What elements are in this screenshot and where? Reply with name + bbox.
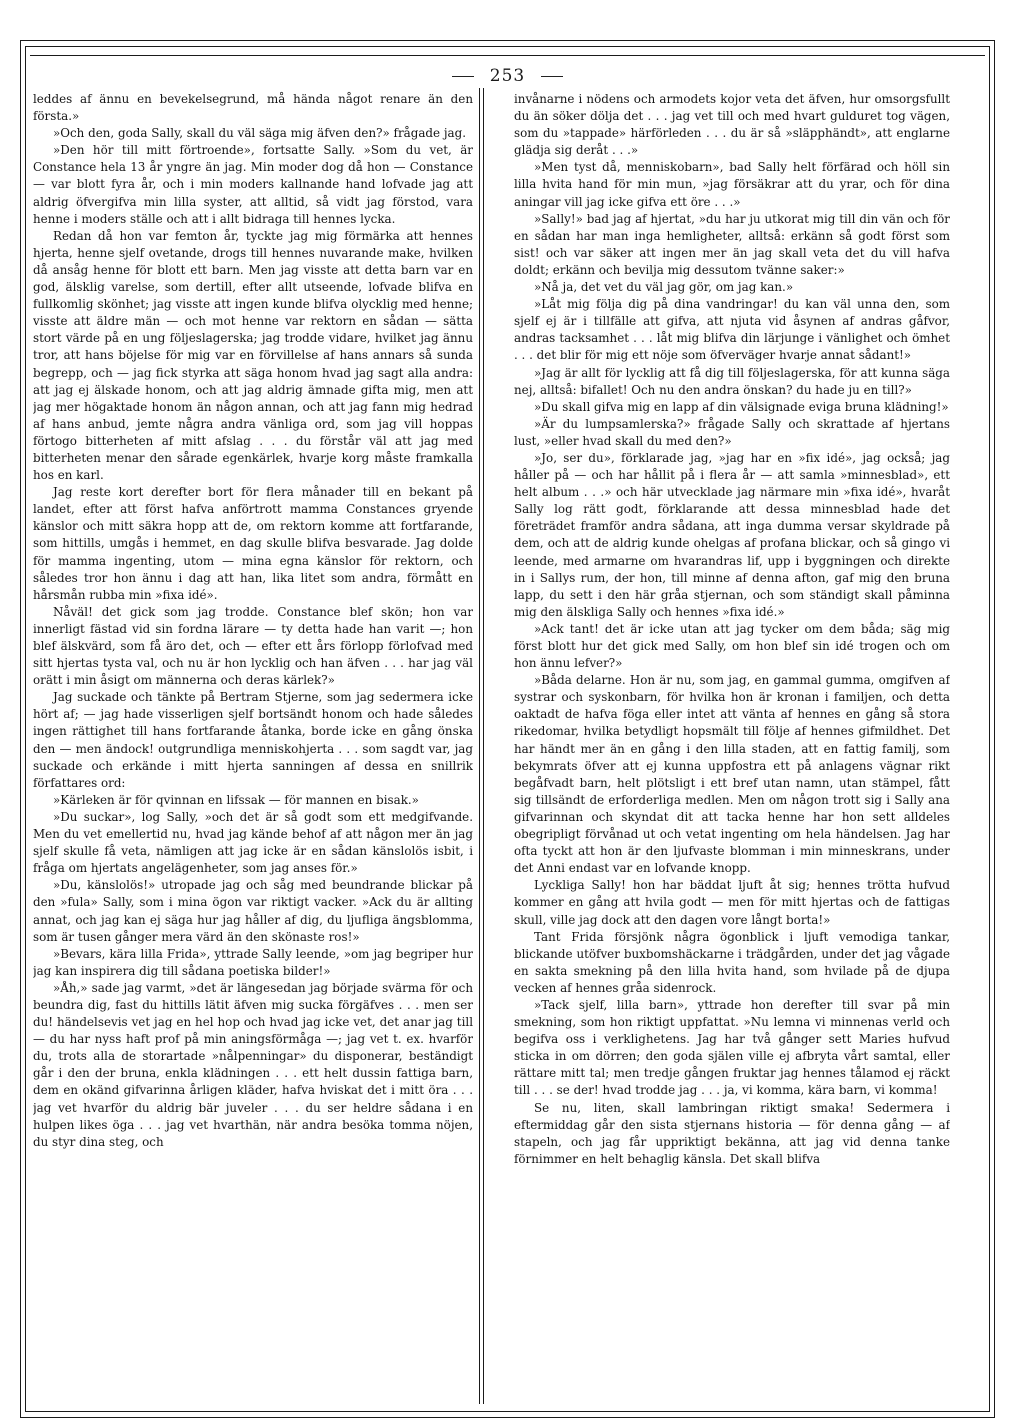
header-dash-right — [541, 76, 563, 77]
paragraph: »Du skall gifva mig en lapp af din välsignade eviga bruna klädning!» — [534, 399, 949, 414]
column-divider-inner — [483, 88, 484, 1404]
paragraph: leddes af ännu en bevekelsegrund, må hända något renare än den första.» — [33, 92, 473, 124]
header-dash-left — [452, 76, 474, 77]
paragraph: »Är du lumpsamlerska?» frågade Sally och skrattade af hjertans lust, »eller hvad skall du med den?» — [514, 416, 950, 448]
quotation: »Kärleken är för qvinnan en lifssak — för mannen en bisak.» — [53, 792, 419, 807]
paragraph: Nåväl! det gick som jag trodde. Constance blef skön; hon var innerligt fästad vid sin fordna lärare — ty detta hade han varit —; hon blef älskvärd, som få äro det, och — efter ett års förlopp förlofvad med sitt hjertas tysta val, och nu är hon lycklig och han äfven . . . har jag väl orätt i min åsigt om männerna och deras kärlek?» — [33, 604, 473, 688]
paragraph: »Du suckar», log Sally, »och det är så godt som ett medgifvande. Men du vet emellertid nu, hvad jag kände behof af att någon mer än jag sjelf skulle få veta, nämligen att jag icke är en sådan känslolös isbit, i fråga om hjertats angelägenheter, som jag anses för.» — [33, 809, 473, 876]
right-column — [514, 91, 950, 1401]
paragraph: »Jo, ser du», förklarade jag, »jag har en »fix idé», jag också; jag håller på — och har hållit på i flera år — att samla »minnesblad», ett helt album . . .» och här utvecklade jag närmare min »fixa idé», hvaråt Sally log rätt godt, förklarande att dessa minnesblad hade det företrädet framför andra sådana, att inga dumma versar skyldrade på dem, och att de aldrig kunde ohelgas af profana blickar, och så gingo vi leende, med armarne om hvarandras lif, upp i byggningen och direkte in i Sallys rum, der hon, till minne af denna afton, gaf mig den bruna lapp, du sett i den här gråa stjernan, och som ständigt skall påminna mig den älskliga Sally och hennes »fixa idé.» — [514, 450, 950, 619]
paragraph: »Men tyst då, menniskobarn», bad Sally helt förfärad och höll sin lilla hvita hand för min mun, »jag försäkrar att du yrar, och för dina aningar vill jag icke gifva ett öre . . .» — [514, 160, 950, 209]
paragraph: »Den hör till mitt förtroende», fortsatte Sally. »Som du vet, är Constance hela 13 år yngre än jag. Min moder dog då hon — Constance — var blott fyra år, och i min moders kallnande hand lofvade jag att aldrig öfvergifva min lilla syster, att alltid, så vidt jag förstod, vara henne i moders ställe och att i allt bidraga till hennes lycka. — [33, 143, 473, 226]
paragraph: »Ack tant! det är icke utan att jag tycker om dem båda; säg mig först blott hur det gick med Sally, om hon blef sin idé trogen och om hon ännu lefver?» — [514, 621, 950, 671]
paragraph: »Nå ja, det vet du väl jag gör, om jag kan.» — [534, 280, 794, 295]
paragraph: »Du, känslolös!» utropade jag och såg med beundrande blickar på den »fula» Sally, som i mina ögon var riktigt vacker. »Ack du är allting annat, och jag kan ej säga hur jag håller af dig, du ljufliga ängsblomma, som är tusen gånger mera värd än den skönaste ros!» — [33, 878, 473, 944]
column-divider — [479, 88, 480, 1404]
left-column — [33, 91, 473, 1401]
paragraph: »Sally!» bad jag af hjertat, »du har ju utkorat mig till din vän och för en sådan har man inga hemligheter, alltså: erkänn så godt först som sist! och var säker att ingen mer än jag skall veta det du vill hafva doldt; erkänn och bevilja mig dessutom tvänne saker:» — [514, 211, 950, 277]
paragraph: Lyckliga Sally! hon har bäddat ljuft åt sig; hennes trötta hufvud kommer en gång att hvila godt — men för mitt hjertas och de fattigas skull, ville jag dock att den dagen vore långt borta!» — [514, 878, 950, 927]
paragraph: »Och den, goda Sally, skall du väl säga mig äfven den?» frågade jag. — [53, 126, 467, 141]
paragraph: Se nu, liten, skall lambringan riktigt smaka! Sedermera i eftermiddag går den sista stjernans historia — för denna gång — af stapeln, och jag får uppriktigt bekänna, att jag vid denna tanke förnimmer en helt behaglig känsla. Det skall blifva — [514, 1100, 950, 1166]
paragraph: Jag reste kort derefter bort för flera månader till en bekant på landet, efter att först hafva anförtrott mamma Constances gryende känslor och mitt säkra hopp att de, om rektorn komme att fortfarande, som hittills, umgås i hemmet, en dag skulle blifva besvarade. Jag dolde för mamma ingenting, utom — mina egna känslor för rektorn, och således tror hon ännu i dag att han, lika litet som andra, förmått en hårsmån rubba min »fixa idé». — [33, 485, 473, 602]
paragraph: »Jag är allt för lycklig att få dig till följeslagerska, för att kunna säga nej, alltså: bifallet! Och nu den andra önskan? du hade ju en till?» — [514, 365, 950, 397]
paragraph: »Bevars, kära lilla Frida», yttrade Sally leende, »om jag begriper hur jag kan inspirera dig till sådana poetiska bilder!» — [33, 946, 473, 978]
paragraph: invånarne i nödens och armodets kojor veta det äfven, hur omsorgsfullt du än söker dölja det . . . jag vet till och med hvart gulduret tog vägen, som du »tappade» härförleden . . . du är så »släpphändt», att englarne glädja sig deråt . . .» — [514, 92, 950, 158]
header-rule — [30, 55, 985, 56]
paragraph: »Båda delarne. Hon är nu, som jag, en gammal gumma, omgifven af systrar och syskonbarn, för hvilka hon är kronan i familjen, och detta oaktadt de hafva föga eller intet att vänta af hennes en gång så stora rikedomar, hvilka betydligt hopsmält till följe af hennes gifmildhet. Det har händt mer än en gång i den lilla staden, att en fattig familj, som bekymrats öfver att ej kunna uppfostra ett på anlagens vägnar rikt begåfvadt barn, helt plötsligt i ett bref utan namn, utan stämpel, fått sig tillsändt de erforderliga medlen. Men om någon trott sig i Sally ana gifvarinnan och skyndat dit att tacka henne har hon sett alldeles obegripligt förvånad ut och vetat ingenting om hela händelsen. Jag har ofta tyckt att hon är den ljufvaste blomman i min minneskrans, under det Anni endast var en lofvande knopp. — [514, 673, 950, 876]
page-header — [30, 62, 985, 90]
paragraph: »Åh,» sade jag varmt, »det är längesedan jag började svärma för och beundra dig, fast du hittills lätit äfven mig sucka förgäfves . . . men ser du! händelsevis vet jag en hel hop och hvad jag icke vet, det anar jag till — du har nyss haft prof på min aningsförmåga —; jag vet t. ex. hvarför du, trots alla de storartade »nålpenningar» du disponerar, beständigt går i den der bruna, enkla klädningen . . . ett helt dussin fattiga barn, dem en okänd gifvarinna årligen kläder, hafva hviskat det i mitt öra . . . jag vet hvarför du aldrig bär juveler . . . du ser heldre sådana i en hulpen likes öga . . . jag vet hvarthän, när andra besöka tomma nöjen, du styr dina steg, och — [33, 980, 473, 1149]
paragraph: Jag suckade och tänkte på Bertram Stjerne, som jag sedermera icke hört af; — jag hade visserligen sjelf bortsändt honom och hade således ingen rättighet till hans fortfarande åtanka, borde icke en gång önska den — men ändock! outgrundliga menniskohjerta . . . som sagdt var, jag suckade och erkände i mitt hjerta sanningen af dessa en snillrik författares ord: — [33, 690, 473, 790]
page-number: 253 — [489, 66, 526, 86]
paragraph: »Låt mig följa dig på dina vandringar! du kan väl unna den, som sjelf ej är i tillfälle att gifva, att njuta vid åsynen af andras gåfvor, andras tacksamhet . . . låt mig blifva din lärjunge i vänlighet och ömhet . . . det blir för mig ett nöje som öfverväger hvarje annat sådant!» — [514, 297, 950, 363]
paragraph: »Tack sjelf, lilla barn», yttrade hon derefter till svar på min smekning, som hon riktigt uppfattat. »Nu lemna vi minnenas verld och begifva oss i verklighetens. Jag har två gånger sett Maries hufvud sticka in om dörren; den goda själen ville ej afbryta vårt samtal, eller rättare mitt tal; men tredje gången fruktar jag hennes tålamod ej räckt till . . . se der! hvad trodde jag . . . ja, vi komma, kära barn, vi komma! — [514, 997, 950, 1098]
paragraph: Tant Frida försjönk några ögonblick i ljuft vemodiga tankar, blickande utöfver buxbomshäckarne i trädgården, under det jag vågade en sakta smekning på den lilla hvita hand, som hvilade på de djupa vecken af hennes gråa sidenrock. — [514, 929, 950, 995]
paragraph: Redan då hon var femton år, tyckte jag mig förmärka att hennes hjerta, henne sjelf ovetande, drogs till hennes nuvarande make, hvilken då ansåg henne för blott ett barn. Men jag visste att detta barn var en god, älsklig varelse, som dertill, efter allt utseende, lofvade blifva en fullkomlig skönhet; jag visste att ingen kunde blifva olycklig med henne; visste att äldre män — och mot henne var rektorn en sådan — sätta stort värde på en ung följeslagerska; jag trodde vidare, hvilket jag ännu tror, att hans böjelse för mig var en förvillelse af hans annars så sunda begrepp, och — jag fick styrka att säga honom hvad jag sagt alla andra: att jag ej älskade honom, och att jag aldrig ämnade gifta mig, men att jag mer högaktade honom än någon annan, och att jag fann mig hedrad af hans anbud, jemte några andra vänliga ord, som jag vill hoppas förtogo bitterheten af mitt afslag . . . du förstår väl att jag med bitterheten menar den sårade egenkärlek, hvarje korg måste framkalla hos en karl. — [33, 228, 473, 483]
